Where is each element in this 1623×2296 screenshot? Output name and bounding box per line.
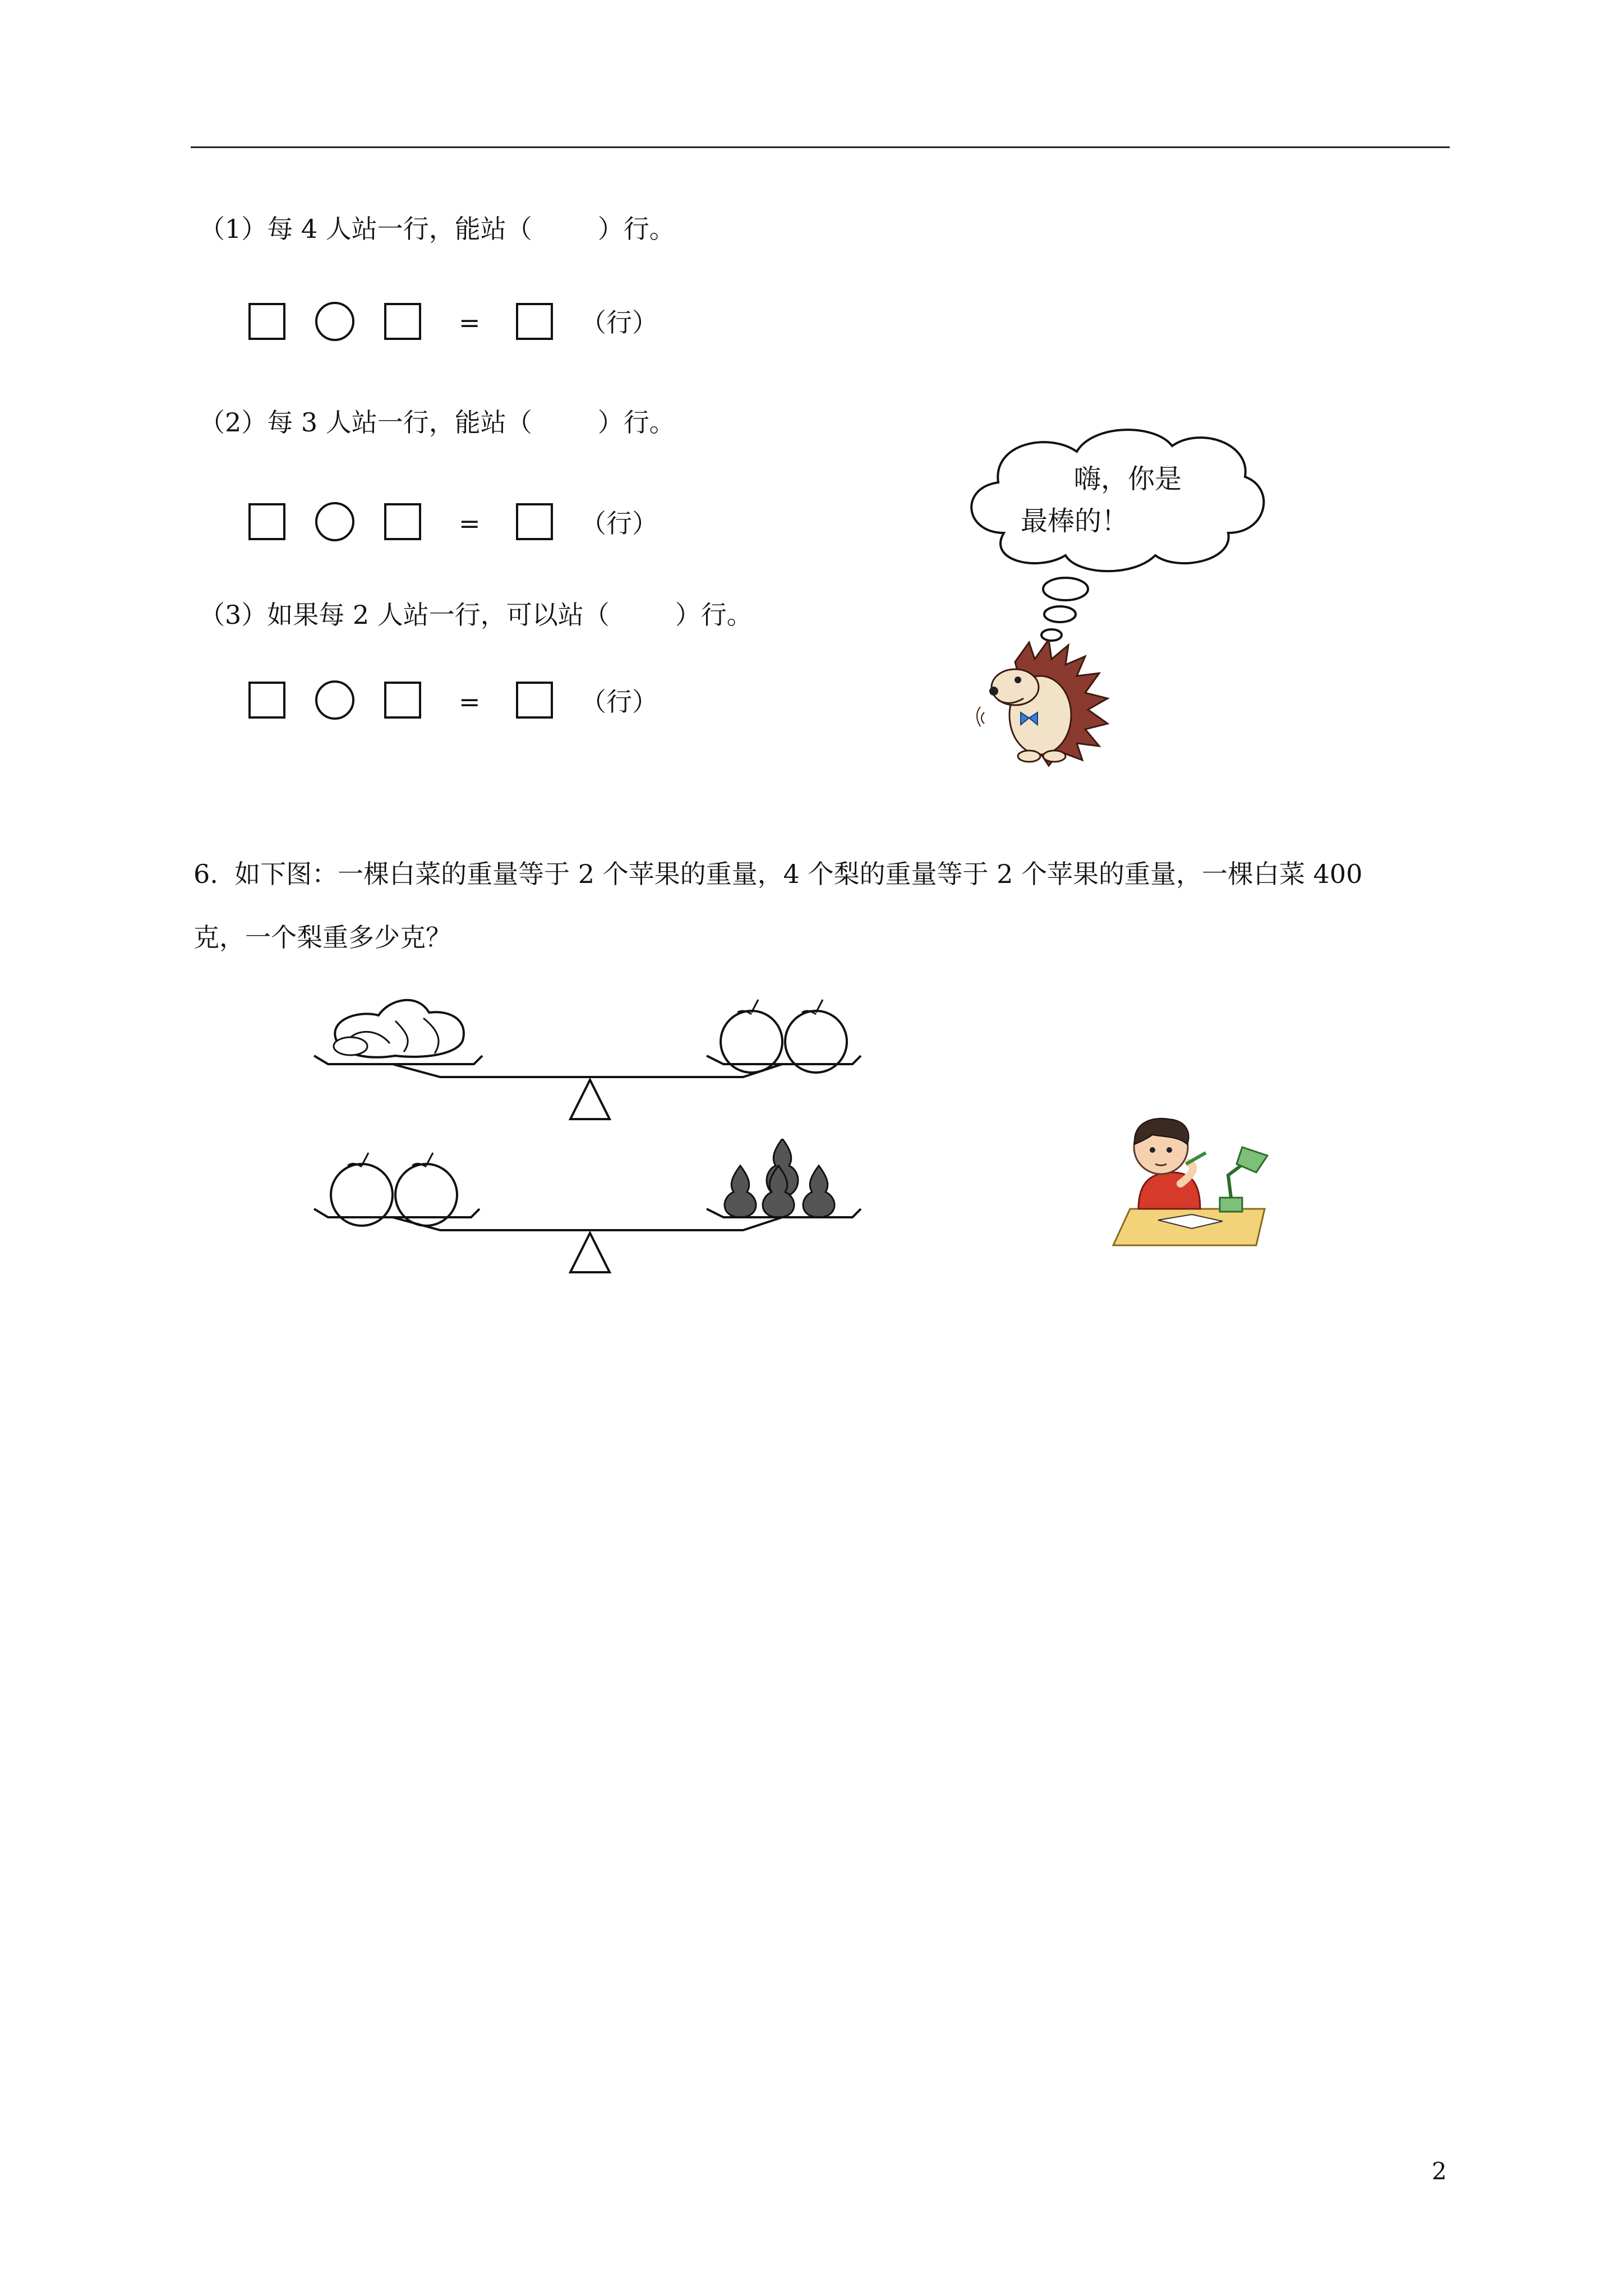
balance-scale-cabbage-apples (311, 987, 872, 1144)
answer-box[interactable] (516, 503, 553, 540)
operator-circle[interactable] (315, 680, 354, 720)
unit-label: （行） (580, 508, 658, 539)
bubble-line-2: 最棒的！ (1021, 505, 1129, 537)
question-1-text: （1）每 4 人站一行，能站（ ）行。 (199, 214, 675, 244)
equals-sign: = (459, 687, 481, 717)
answer-box[interactable] (384, 303, 421, 340)
apple-icon (721, 1000, 782, 1073)
unit-label: （行） (580, 687, 658, 717)
unit-label: （行） (580, 307, 658, 338)
answer-box[interactable] (516, 303, 553, 340)
answer-box[interactable] (248, 303, 285, 340)
problem-6-line-2: 克，一个梨重多少克？ (193, 922, 451, 953)
header-rule (191, 146, 1450, 148)
balance-scale-apples-pears (311, 1139, 872, 1301)
cabbage-icon (334, 1000, 464, 1057)
apple-icon (331, 1153, 393, 1226)
answer-box[interactable] (516, 682, 553, 719)
question-3-text: （3）如果每 2 人站一行，可以站（ ）行。 (199, 600, 753, 630)
operator-circle[interactable] (315, 502, 354, 541)
pear-icon (725, 1166, 756, 1217)
problem-6-line-1: 6. 如下图：一棵白菜的重量等于 2 个苹果的重量，4 个梨的重量等于 2 个苹果的重量，一棵白菜 400 (193, 859, 1363, 889)
answer-box[interactable] (384, 682, 421, 719)
operator-circle[interactable] (315, 302, 354, 341)
pear-icon (803, 1166, 834, 1217)
equals-sign: = (459, 307, 481, 338)
apple-icon (785, 1000, 847, 1073)
page-number: 2 (1432, 2157, 1447, 2185)
answer-box[interactable] (248, 682, 285, 719)
question-2-text: （2）每 3 人站一行，能站（ ）行。 (199, 407, 675, 438)
answer-box[interactable] (384, 503, 421, 540)
equals-sign: = (459, 508, 481, 539)
boy-studying-icon (1108, 1114, 1270, 1254)
bubble-line-1: 嗨，你是 (1074, 463, 1182, 495)
apple-icon (395, 1153, 457, 1226)
hedgehog-icon (976, 639, 1122, 774)
answer-box[interactable] (248, 503, 285, 540)
